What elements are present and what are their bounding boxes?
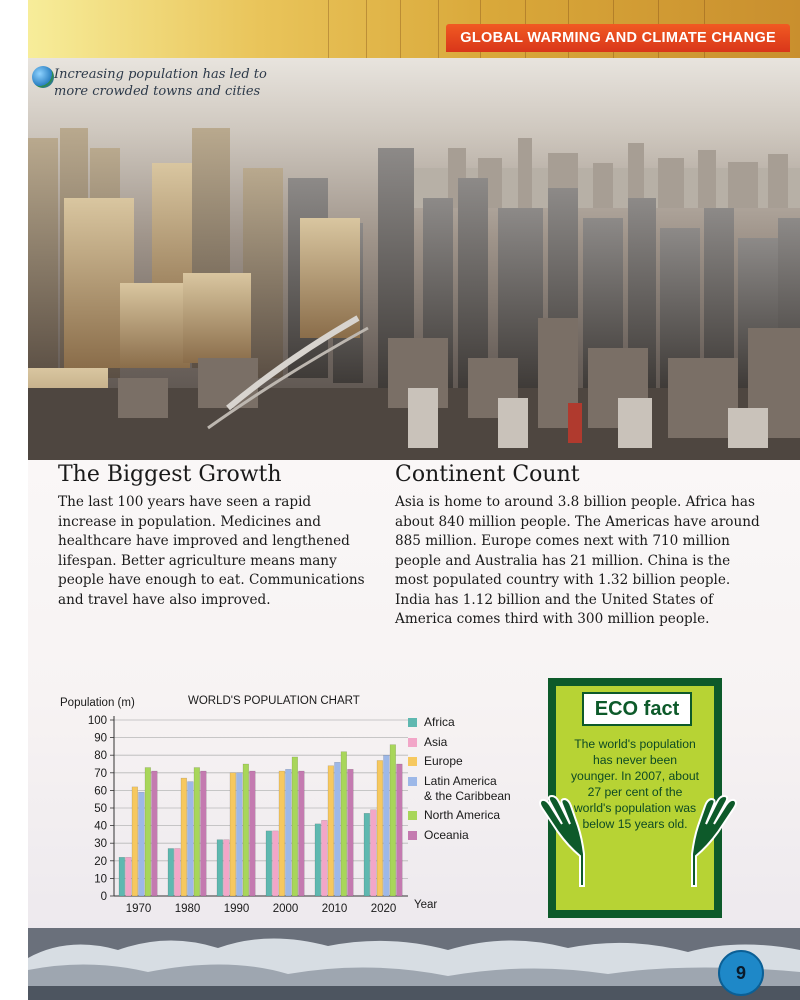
buildings-photo: [28, 58, 800, 460]
bar-oceania-1980: [201, 771, 207, 896]
legend-swatch: [408, 831, 417, 840]
y-tick-label: 30: [94, 838, 107, 851]
bar-europe-1980: [181, 778, 187, 896]
bar-north-america-1990: [243, 764, 249, 896]
y-tick-label: 90: [94, 732, 107, 745]
y-tick-label: 10: [94, 873, 107, 886]
bar-asia-1990: [224, 840, 230, 896]
legend-item: [408, 828, 511, 843]
biggest-growth-section: [58, 462, 368, 610]
bar-africa-1980: [168, 848, 174, 896]
iceberg-strip: [28, 928, 800, 1000]
continent-count-text: Asia is home to around 3.8 billion people. Africa has about 840 million people. The Americas have around 885 million. Europe comes next with 710 million people and Australia has 21 million. China is the most populated country with 1.32 billion people. India has 1.12 billion and the United States of America comes third with 300 million people.: [395, 494, 760, 627]
bar-latin-america-1990: [237, 773, 243, 896]
y-tick-label: 70: [94, 767, 107, 780]
bar-asia-1970: [126, 857, 132, 896]
y-axis-label: Population (m): [60, 697, 135, 709]
continent-count-heading: Continent Count: [395, 462, 580, 487]
legend-item: [408, 735, 511, 750]
x-tick-label: 1970: [125, 903, 152, 915]
bar-north-america-2020: [390, 745, 396, 896]
bar-europe-2000: [279, 771, 285, 896]
chart-title: WORLD'S POPULATION CHART: [188, 695, 360, 707]
legend-label-line2: & the Caribbean: [424, 788, 511, 803]
city-photo: [28, 58, 800, 460]
bar-oceania-1970: [152, 771, 158, 896]
bar-africa-2000: [266, 831, 272, 896]
y-tick-label: 60: [94, 785, 107, 798]
continent-count-section: [395, 462, 765, 630]
bar-oceania-1990: [250, 771, 256, 896]
bar-latin-america-2020: [384, 755, 390, 896]
bar-latin-america-1970: [139, 792, 145, 896]
x-tick-label: 2010: [321, 903, 348, 915]
legend-swatch: [408, 811, 417, 820]
bar-europe-2020: [377, 760, 383, 896]
photo-caption: [54, 66, 267, 100]
y-tick-label: 0: [100, 891, 107, 903]
y-tick-label: 50: [94, 803, 107, 815]
bar-oceania-2020: [397, 764, 403, 896]
legend-swatch: [408, 738, 417, 747]
biggest-growth-text: The last 100 years have seen a rapid increase in population. Medicines and healthcare have improved and lengthened lifespan. Better agriculture means many people have enough to eat. Communications and travel have also improved.: [58, 494, 365, 608]
bar-north-america-2010: [341, 752, 347, 896]
x-tick-label: 1980: [174, 903, 201, 915]
y-tick-label: 20: [94, 855, 107, 868]
x-axis-label: Year: [414, 899, 438, 911]
legend-item: [408, 774, 511, 804]
legend-label: Latin America: [424, 773, 497, 788]
legend-swatch: [408, 718, 417, 727]
legend-item: [408, 715, 511, 730]
x-tick-label: 1990: [223, 903, 250, 915]
bar-latin-america-2010: [335, 762, 341, 896]
bar-north-america-1970: [145, 768, 151, 896]
left-hand-icon: [528, 794, 588, 894]
bar-europe-2010: [328, 766, 334, 896]
caption-line-1: Increasing population has led to: [54, 67, 267, 82]
legend-label: North America: [424, 808, 501, 822]
right-hand-icon: [688, 794, 748, 894]
legend-item: [408, 754, 511, 769]
bar-asia-1980: [175, 848, 181, 896]
header-strip: [28, 0, 800, 58]
bar-oceania-2000: [299, 771, 305, 896]
bar-asia-2020: [371, 810, 377, 896]
bar-oceania-2010: [348, 769, 354, 896]
legend-label: Europe: [424, 754, 463, 768]
section-banner: GLOBAL WARMING AND CLIMATE CHANGE: [446, 24, 790, 52]
chart-legend: [408, 715, 511, 847]
legend-label: Africa: [424, 715, 455, 729]
bar-europe-1970: [132, 787, 138, 896]
bar-north-america-2000: [292, 757, 298, 896]
book-page: [28, 0, 800, 1000]
bar-africa-2010: [315, 824, 321, 896]
eco-fact-text: The world's population has never been younger. In 2007, about 27 per cent of the world's population was below 15 years old.: [570, 737, 700, 831]
y-tick-label: 40: [94, 820, 107, 833]
bar-africa-1990: [217, 840, 223, 896]
bar-africa-2020: [364, 813, 370, 896]
bar-africa-1970: [119, 857, 125, 896]
biggest-growth-heading: The Biggest Growth: [58, 462, 282, 487]
bar-europe-1990: [230, 773, 236, 896]
page-number: 9: [718, 950, 764, 996]
x-tick-label: 2000: [272, 903, 299, 915]
bar-north-america-1980: [194, 768, 200, 896]
legend-swatch: [408, 757, 417, 766]
bar-asia-2010: [322, 820, 328, 896]
bar-asia-2000: [273, 831, 279, 896]
globe-icon: [32, 66, 54, 88]
legend-swatch: [408, 777, 417, 786]
y-tick-label: 80: [94, 750, 107, 763]
legend-label: Asia: [424, 734, 448, 749]
y-tick-label: 100: [87, 715, 107, 727]
legend-label: Oceania: [424, 827, 469, 842]
bar-latin-america-1980: [188, 782, 194, 896]
x-tick-label: 2020: [370, 903, 397, 915]
legend-item: [408, 808, 511, 823]
eco-fact-title: ECO fact: [582, 692, 692, 726]
bar-latin-america-2000: [286, 769, 292, 896]
caption-line-2: more crowded towns and cities: [54, 84, 261, 99]
